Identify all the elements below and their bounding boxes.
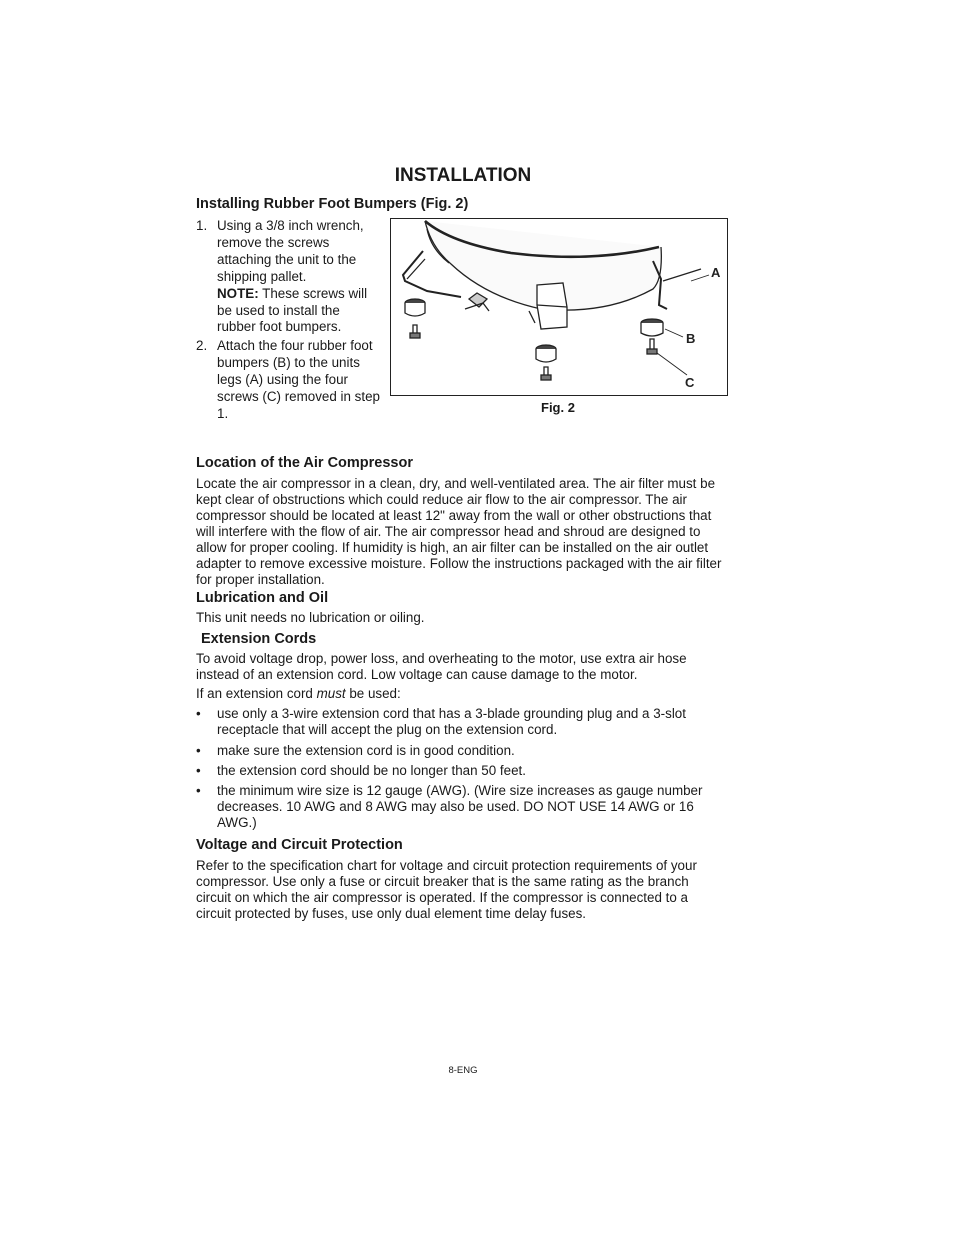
- label-c: C: [685, 375, 695, 390]
- step-number: 1.: [196, 218, 208, 233]
- bullet-dot: •: [196, 763, 201, 778]
- bullet-text: make sure the extension cord is in good condition.: [217, 743, 515, 758]
- note-text: These screws will be used to install the rubber foot bumpers.: [217, 285, 368, 335]
- extension-intro-pre: If an extension cord: [196, 686, 317, 701]
- extension-body: To avoid voltage drop, power loss, and overheating to the motor, use extra air hose instead of an extension cord. Low voltage can cause damage to the motor.: [196, 651, 687, 682]
- figure-caption: Fig. 2: [541, 400, 575, 415]
- bullet-dot: •: [196, 743, 201, 758]
- section-heading-lubrication: Lubrication and Oil: [196, 590, 329, 606]
- compressor-base-drawing: [391, 219, 727, 395]
- step-item: [196, 218, 381, 336]
- label-b: B: [686, 331, 696, 346]
- location-body: Locate the air compressor in a clean, dry, and well-ventilated area. The air filter must be kept clear of obstructions which could reduce air flow to the air compressor. The air compressor should be located at least 12" away from the wall or other obstructions that will interfere with the flow of air. The air compressor head and shroud are designed to allow for proper cooling. If humidity is high, an air filter can be installed on the air outlet adapter to remove excessive moisture. Follow the instructions packaged with the air filter for proper installation.: [196, 476, 722, 587]
- step-text: Using a 3/8 inch wrench, remove the screws attaching the unit to the shipping pallet.: [217, 218, 364, 284]
- page-title: INSTALLATION: [394, 165, 532, 186]
- extension-intro-post: be used:: [345, 686, 401, 701]
- step-number: 2.: [196, 338, 208, 354]
- list-item: [196, 783, 711, 831]
- bullet-dot: •: [196, 706, 201, 721]
- extension-intro-emphasis: must: [316, 686, 346, 701]
- figure-2-illustration: [390, 218, 728, 396]
- note-label: NOTE:: [217, 285, 259, 301]
- bullet-dot: •: [196, 783, 201, 798]
- lubrication-body: This unit needs no lubrication or oiling.: [196, 610, 425, 625]
- extension-intro: [196, 686, 732, 702]
- list-item: [196, 743, 736, 759]
- voltage-body: Refer to the specification chart for voltage and circuit protection requirements of your compressor. Use only a fuse or circuit breaker that is the same rating as the branch circuit on which the air compressor is operated. If the compressor is connected to a circuit protected by fuses, use only dual element time delay fuses.: [196, 858, 697, 921]
- step-text: Attach the four rubber foot bumpers (B) to the units legs (A) using the four screws (C) removed in step 1.: [217, 338, 380, 421]
- section-heading-extension-cords: Extension Cords: [201, 631, 317, 647]
- step-item: [196, 338, 381, 423]
- section-heading-voltage: Voltage and Circuit Protection: [196, 837, 403, 853]
- bullet-text: use only a 3-wire extension cord that has a 3-blade grounding plug and a 3-slot receptacle that will accept the plug on the extension cord.: [217, 706, 686, 737]
- bullet-text: the extension cord should be no longer than 50 feet.: [217, 763, 526, 778]
- label-a: A: [711, 265, 721, 280]
- bullet-text: the minimum wire size is 12 gauge (AWG). (Wire size increases as gauge number decreases. 10 AWG and 8 AWG may also be used. DO NOT USE 14 AWG or 16 AWG.): [217, 783, 703, 830]
- section-heading-location: Location of the Air Compressor: [196, 455, 413, 471]
- section-heading-foot-bumpers: Installing Rubber Foot Bumpers (Fig. 2): [196, 196, 469, 212]
- list-item: [196, 706, 736, 738]
- install-steps-list: [196, 218, 381, 423]
- list-item: [196, 763, 736, 779]
- page-number: 8-ENG: [448, 1065, 478, 1076]
